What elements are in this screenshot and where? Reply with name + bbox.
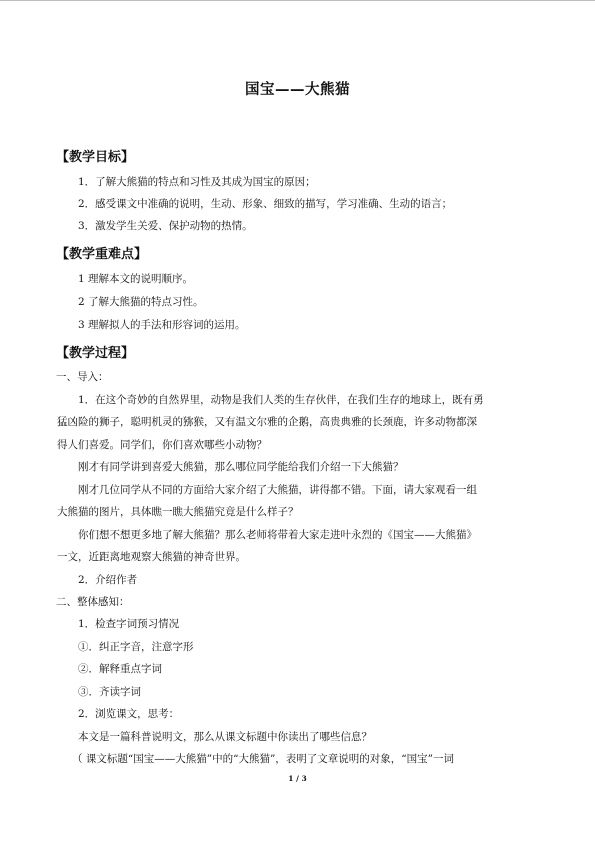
goal-item: 2．感受课文中准确的说明，生动、形象、细致的描写，学习准确、生动的语言； — [78, 198, 453, 210]
process-line: （ 课文标题“国宝——大熊猫”中的“大熊猫”，表明了文章说明的对象，“国宝”一词 — [72, 753, 455, 765]
process-line: 刚才有同学讲到喜爱大熊猫，那么哪位同学能给我们介绍一下大熊猫？ — [78, 461, 404, 473]
key-point-item: 3 理解拟人的手法和形容词的运用。 — [78, 319, 246, 331]
process-line: 1．检查字词预习情况 — [78, 618, 180, 630]
process-line: 2．介绍作者 — [78, 574, 138, 586]
goal-item: 1．了解大熊猫的特点和习性及其成为国宝的原因； — [78, 176, 316, 188]
section-heading-process: 【教学过程】 — [56, 346, 135, 361]
process-line: 本文是一篇科普说明文，那么从课文标题中你读出了哪些信息？ — [78, 731, 372, 743]
process-line: 一、导入： — [56, 371, 109, 383]
process-line: 一文，近距离地观察大熊猫的神奇世界。 — [57, 551, 246, 563]
process-line: 1．在这个奇妙的自然界里，动物是我们人类的生存伙伴，在我们生存的地球上，既有勇 — [78, 394, 484, 406]
process-line: 2．浏览课文，思考： — [78, 708, 180, 720]
page-title: 国宝——大熊猫 — [245, 82, 350, 98]
process-line: 猛凶险的狮子，聪明机灵的猕猴，又有温文尔雅的企鹅，高贵典雅的长颈鹿，许多动物都深 — [57, 416, 477, 428]
key-point-item: 1 理解本文的说明顺序。 — [78, 273, 194, 285]
process-line: 二、整体感知： — [56, 596, 130, 608]
process-line: 你们想不想更多地了解大熊猫？那么老师将带着大家走进叶永烈的《国宝——大熊猫》 — [78, 529, 477, 541]
key-point-item: 2 了解大熊猫的特点习性。 — [78, 296, 204, 308]
process-line: 大熊猫的图片，具体瞧一瞧大熊猫究竟是什么样子？ — [57, 506, 299, 518]
process-line: ③．齐读字词 — [78, 686, 141, 698]
goal-item: 3．激发学生关爱、保护动物的热情。 — [78, 220, 253, 232]
section-heading-key-points: 【教学重难点】 — [56, 247, 148, 262]
section-heading-goals: 【教学目标】 — [56, 150, 135, 165]
process-line: 刚才几位同学从不同的方面给大家介绍了大熊猫，讲得都不错。下面，请大家观看一组 — [78, 484, 477, 496]
page-number: 1 / 3 — [288, 774, 307, 783]
process-line: ②．解释重点字词 — [78, 663, 162, 675]
header-rule — [0, 0, 595, 1]
process-line: 得人们喜爱。同学们，你们喜欢哪些小动物？ — [57, 439, 267, 451]
process-line: ①．纠正字音，注意字形 — [78, 641, 194, 653]
